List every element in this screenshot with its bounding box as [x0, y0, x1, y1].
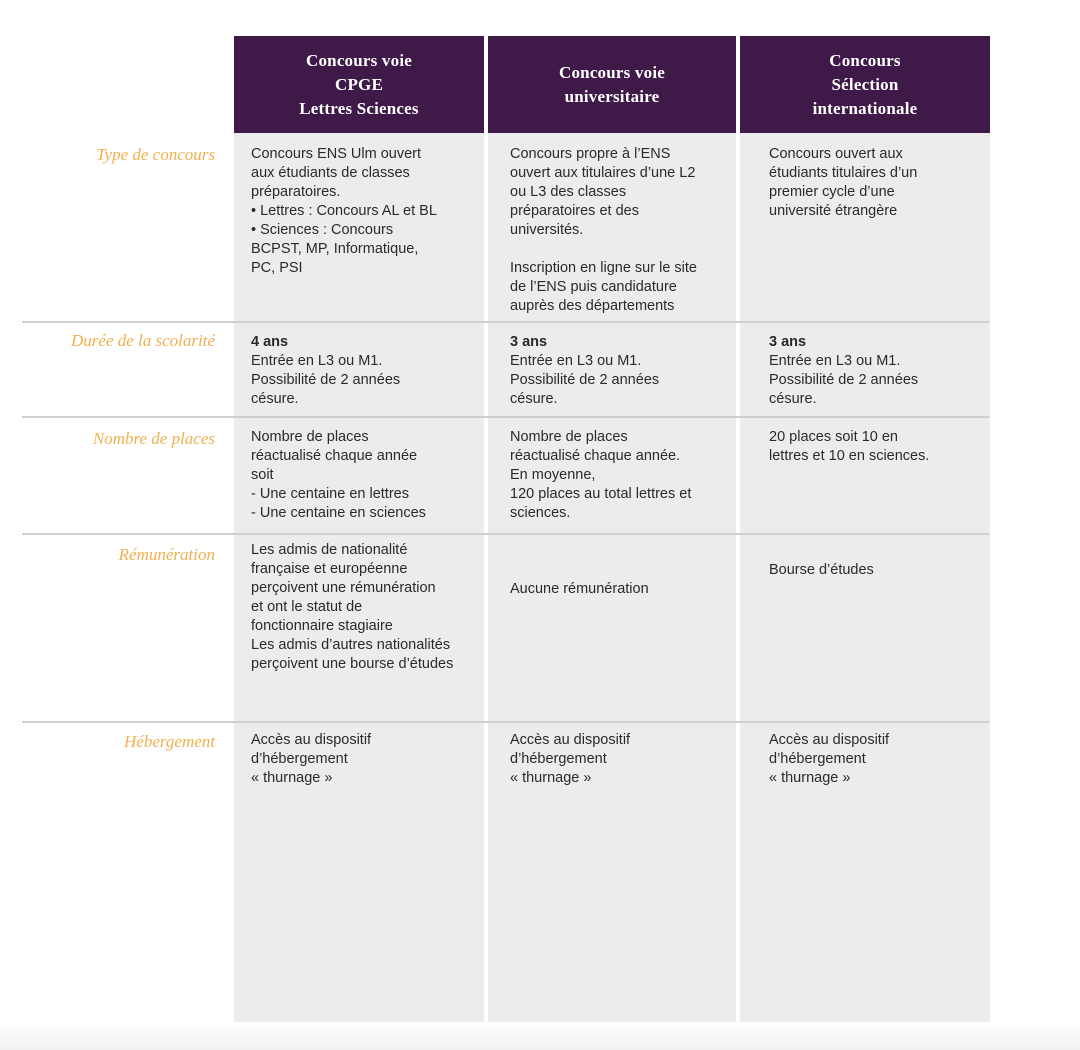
duree-details: Entrée en L3 ou M1. Possibilité de 2 années césure. — [510, 353, 660, 407]
cell-duree-internationale — [769, 333, 981, 409]
cell-duree-cpge — [251, 333, 473, 409]
duree-value: 3 ans — [769, 334, 807, 350]
row-label-duree: Durée de la scolarité — [71, 331, 215, 350]
duree-details: Entrée en L3 ou M1. Possibilité de 2 années césure. — [769, 353, 919, 407]
header-concours-universitaire: Concours voie universitaire — [488, 36, 736, 133]
duree-value: 3 ans — [510, 334, 548, 350]
cell-type-cpge: Concours ENS Ulm ouvert aux étudiants de classes préparatoires. • Lettres : Concours AL et BL • Sciences : Concours BCPST, MP, Informatique, PC, PSI — [251, 146, 437, 276]
row-label-nombre-de-places: Nombre de places — [92, 429, 215, 448]
row-divider — [22, 721, 990, 723]
cell-hebergement-universitaire: Accès au dispositif d’hébergement « thurnage » — [510, 732, 631, 786]
bottom-fade — [0, 1022, 1080, 1050]
row-divider — [22, 533, 990, 535]
cell-places-cpge: Nombre de places réactualisé chaque année soit - Une centaine en lettres - Une centaine en sciences — [251, 429, 426, 521]
row-label-hebergement: Hébergement — [124, 732, 215, 751]
header-concours-internationale: Concours Sélection internationale — [740, 36, 990, 133]
cell-remuneration-cpge: Les admis de nationalité française et européenne perçoivent une rémunération et ont le statut de fonctionnaire stagiaire Les admis d’autres nationalités perçoivent une bourse d’études — [251, 542, 454, 672]
cell-type-internationale: Concours ouvert aux étudiants titulaires d’un premier cycle d’une université étrangère — [769, 146, 918, 219]
duree-value: 4 ans — [251, 334, 289, 350]
cell-remuneration-universitaire: Aucune rémunération — [510, 581, 649, 597]
row-label-remuneration: Rémunération — [118, 545, 215, 564]
cell-type-universitaire: Concours propre à l’ENS ouvert aux titulaires d’une L2 ou L3 des classes préparatoires et des universités. Inscription en ligne sur le site de l’ENS puis candidature auprès des départements — [510, 146, 697, 314]
cell-places-internationale: 20 places soit 10 en lettres et 10 en sciences. — [769, 429, 930, 464]
cell-duree-universitaire — [510, 333, 725, 409]
duree-details: Entrée en L3 ou M1. Possibilité de 2 années césure. — [251, 353, 401, 407]
cell-places-universitaire: Nombre de places réactualisé chaque année. En moyenne, 120 places au total lettres et sciences. — [510, 429, 692, 521]
row-divider — [22, 416, 990, 418]
cell-remuneration-internationale: Bourse d’études — [769, 562, 874, 578]
row-label-type-de-concours: Type de concours — [96, 145, 215, 164]
cell-hebergement-internationale: Accès au dispositif d’hébergement « thurnage » — [769, 732, 890, 786]
cell-hebergement-cpge: Accès au dispositif d’hébergement « thurnage » — [251, 732, 372, 786]
row-divider — [22, 321, 990, 323]
header-concours-cpge: Concours voie CPGE Lettres Sciences — [234, 36, 484, 133]
